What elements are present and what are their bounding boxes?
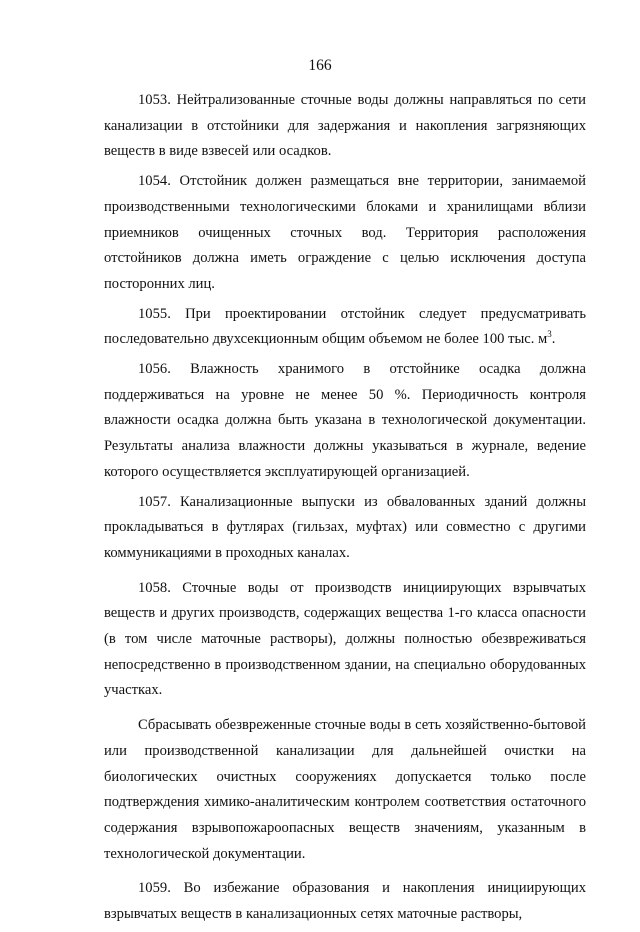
paragraph-1058-continuation: Сбрасывать обезвреженные сточные воды в сеть хозяйственно-бытовой или производственной канализации для дальнейшей очистки на биологических очистных сооружениях допускается только после подтверждения химико-аналитическим контролем соответствия остаточного содержания взрывопожароопасных веществ значениям, указанным в технологической документации.: [104, 717, 586, 862]
paragraph-1055-end: .: [551, 331, 556, 348]
document-body: [104, 88, 586, 932]
paragraph-1055-text: 1055. При проектировании отстойник следует предусматривать последовательно двухсекционным общим объемом не более 100 тыс. м: [104, 305, 586, 348]
paragraph-1056: 1056. Влажность хранимого в отстойнике осадка должна поддерживаться на уровне не менее 50 %. Периодичность контроля влажности осадка должна быть указана в технологической документации. Результаты анализа влажности должны указываться в журнале, ведение которого осуществляется эксплуатирующей организацией.: [104, 361, 586, 480]
paragraph-1058: 1058. Сточные воды от производств инициирующих взрывчатых веществ и других производств, содержащих вещества 1-го класса опасности (в том числе маточные растворы), должны полностью обезвреживаться непосредственно в производственном здании, на специально оборудованных участках.: [104, 579, 586, 699]
paragraph-1053: 1053. Нейтрализованные сточные воды должны направляться по сети канализации в отстойники для задержания и накопления загрязняющих веществ в виде взвесей или осадков.: [104, 92, 586, 160]
paragraph-1059: 1059. Во избежание образования и накопления инициирующих взрывчатых веществ в канализационных сетях маточные растворы,: [104, 880, 586, 923]
page-number: 166: [308, 57, 332, 74]
paragraph-1057: 1057. Канализационные выпуски из обвалованных зданий должны прокладываться в футлярах (гильзах, муфтах) или совместно с другими коммуникациями в проходных каналах.: [104, 493, 586, 561]
cubic-superscript: 3: [547, 329, 552, 340]
paragraph-1055: [104, 302, 586, 353]
paragraph-1054: 1054. Отстойник должен размещаться вне территории, занимаемой производственными технологическими блоками и хранилищами вблизи приемников очищенных сточных вод. Территория расположения отстойников должна иметь ограждение с целью исключения доступа посторонних лиц.: [104, 173, 586, 292]
